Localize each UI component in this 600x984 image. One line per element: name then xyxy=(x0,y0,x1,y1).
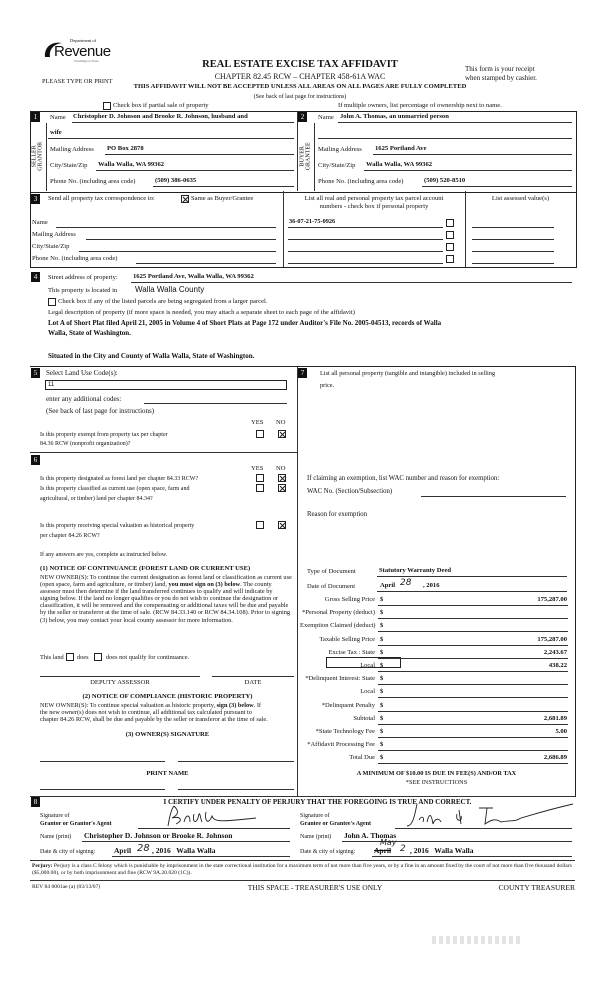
underline xyxy=(318,138,572,139)
phone-input-line[interactable] xyxy=(136,263,276,264)
tax-row-value[interactable]: 2,681.89 xyxy=(543,714,567,722)
doc-date-day[interactable]: 28 xyxy=(400,578,412,588)
grantor-signature xyxy=(160,804,260,830)
grantee-signature xyxy=(405,802,575,830)
date-label: DATE xyxy=(244,679,262,686)
section-number-3: 3 xyxy=(31,194,40,204)
date-line[interactable] xyxy=(212,676,294,677)
grantor-name-label: Name (print) xyxy=(40,834,72,840)
logo-dept: Department of xyxy=(70,38,97,43)
s5-no-header: NO xyxy=(276,419,286,426)
divider xyxy=(30,880,575,881)
does-label: does xyxy=(77,654,89,661)
tax-row-line xyxy=(378,605,568,606)
tax-row-label: Subtotal xyxy=(353,714,375,722)
exempt-question-2: 84.36 RCW (nonprofit organization)? xyxy=(40,441,131,447)
wac-input-line[interactable] xyxy=(421,496,566,497)
buyer-label: BUYER xyxy=(299,146,306,167)
doc-date-label: Date of Document xyxy=(307,583,356,590)
street-address[interactable]: 1625 Portland Ave, Walla Walla, WA 99362 xyxy=(133,273,254,280)
underline xyxy=(96,170,294,171)
current-use-question-2: agricultural, or timber) land per chapter 84.34? xyxy=(40,496,153,502)
underline xyxy=(82,841,290,842)
historic-no-checkbox[interactable] xyxy=(278,521,286,529)
forest-yes-checkbox[interactable] xyxy=(256,474,264,482)
notice-text: . If the new owner(s) does not wish to continue, all additional tax calculated pursuant to chapter 84.26 RCW, shall be due and payable by the seller or transferor at the time of sale. xyxy=(40,702,268,724)
exempt-yes-checkbox[interactable] xyxy=(256,430,264,438)
section-number-6: 6 xyxy=(31,455,40,465)
currency-sign: $ xyxy=(380,596,384,603)
seller-grantor-label xyxy=(32,138,45,174)
tax-row-line xyxy=(378,737,568,738)
underline xyxy=(364,170,572,171)
grantee-name-print[interactable]: John A. Thomas xyxy=(344,831,397,840)
historic-yes-checkbox[interactable] xyxy=(256,521,264,529)
print-name-line[interactable] xyxy=(40,789,165,790)
underline xyxy=(131,282,572,283)
tax-row-value[interactable]: 2,686.89 xyxy=(543,754,567,762)
underline xyxy=(72,122,294,123)
grantee-name-label: Name (print) xyxy=(300,834,332,840)
parcel-header-2: numbers - check box if personal property xyxy=(319,203,429,210)
tax-row-line xyxy=(378,724,568,725)
section-number-8: 8 xyxy=(31,797,40,807)
currency-sign: $ xyxy=(380,635,384,643)
tax-row-line xyxy=(378,645,568,646)
seller-city[interactable]: Walla Walla, WA 99362 xyxy=(98,161,165,168)
located-label: This property is located in xyxy=(48,287,118,294)
parcel-input-line[interactable] xyxy=(288,227,443,228)
notice-text: NEW OWNER(S): To continue special valuation as historic property, xyxy=(40,702,217,709)
seller-name-line-2[interactable]: wife xyxy=(50,129,62,136)
grantee-date-month[interactable]: April xyxy=(374,846,392,855)
notice-text: . The county assessor must then determine if the land transferred continues to qualify and will indicate by signing below. If the land no longer qualifies or you do not wish to continue the designation or classification, it will be removed and the compensating or additional taxes will be due and payable by the seller or transferor at the time of sale. (RCW 84.33.140 or RCW 84.34.108). Prior to signing (3) below, you may contact your local county assessor for more information. xyxy=(40,581,291,624)
doc-type-label: Type of Document xyxy=(307,568,356,575)
county-treasurer-label: COUNTY TREASURER xyxy=(498,883,575,892)
grantor-agent-label: Grantor or Grantor's Agent xyxy=(40,821,112,827)
seller-mailing-label: Mailing Address xyxy=(50,146,94,153)
forest-question: Is this property designated as forest land per chapter 84.33 RCW? xyxy=(40,476,199,482)
notice-bold-text: you must sign on (3) below xyxy=(168,581,241,589)
if-yes-note: If any answers are yes, complete as instructed below. xyxy=(40,552,168,558)
print-name-line[interactable] xyxy=(178,789,294,790)
tax-row-label: Local xyxy=(360,688,375,696)
grantor-date-rest[interactable]: , 2016 Walla Walla xyxy=(152,846,216,855)
buyer-phone[interactable]: (509) 520-8510 xyxy=(424,177,466,184)
same-as-buyer-label: Same as Buyer/Grantee xyxy=(191,195,254,202)
assessed-header: List assessed value(s) xyxy=(491,195,550,202)
s5-see-back: (See back of last page for instructions) xyxy=(46,407,155,415)
divider xyxy=(30,796,575,797)
grantee-date-month-handwritten[interactable]: May xyxy=(380,838,397,847)
seller-phone[interactable]: (509) 386-0635 xyxy=(155,177,197,184)
land-use-code-input[interactable] xyxy=(45,380,287,390)
parcel-input-line[interactable] xyxy=(288,251,443,252)
grantee-sig-of: Signature of xyxy=(300,813,330,819)
buyer-phone-label: Phone No. (including area code) xyxy=(318,178,404,185)
buyer-name[interactable]: John A. Thomas, an unmarried person xyxy=(340,113,449,120)
grantee-date-day[interactable]: 2 xyxy=(400,844,406,854)
deputy-assessor-label: DEPUTY ASSESSOR xyxy=(90,679,150,686)
assessed-value-input-line[interactable] xyxy=(472,227,554,228)
exempt-no-checkbox[interactable] xyxy=(278,430,286,438)
currency-sign: $ xyxy=(380,648,384,656)
tax-row-line xyxy=(378,631,568,632)
grantor-sig-of: Signature of xyxy=(40,813,70,819)
additional-codes-label: enter any additional codes: xyxy=(46,395,122,403)
tax-row-value[interactable]: 175,287.00 xyxy=(537,635,567,643)
forest-no-checkbox[interactable] xyxy=(278,474,286,482)
exempt-question-1: Is this property exempt from property tax per chapter xyxy=(40,432,168,438)
currency-sign: $ xyxy=(380,714,384,722)
personal-property-checkbox[interactable] xyxy=(446,255,454,263)
currency-sign: $ xyxy=(380,728,384,735)
underline xyxy=(112,856,290,857)
buyer-name-label: Name xyxy=(318,114,334,121)
tax-row-line xyxy=(378,684,568,685)
tax-row-line xyxy=(378,697,568,698)
grantor-date-day[interactable]: 28 xyxy=(137,843,150,854)
divider xyxy=(46,123,47,191)
buyer-grantee-label xyxy=(300,138,313,174)
grantor-label: GRANTOR xyxy=(38,141,44,171)
tax-row-label: *Personal Property (deduct) xyxy=(302,609,375,617)
same-as-buyer-checkbox[interactable] xyxy=(181,195,189,203)
notice-bold-text: sign (3) below xyxy=(216,702,254,709)
underline xyxy=(105,154,294,155)
underline xyxy=(373,154,572,155)
tax-row-label: *Affidavit Processing Fee xyxy=(307,741,375,749)
notice-compliance-text xyxy=(40,702,270,723)
parcel-number[interactable]: 36-07-21-75-0926 xyxy=(289,218,336,225)
seller-label: SELLER xyxy=(31,145,38,168)
mailing-input-line[interactable] xyxy=(86,239,276,240)
divider xyxy=(297,111,298,191)
assessed-value-input-line[interactable] xyxy=(472,239,554,240)
underline xyxy=(48,138,294,139)
multiple-owners-note: If multiple owners, list percentage of ownership next to name. xyxy=(338,102,502,109)
divider xyxy=(297,366,298,796)
tax-row-line xyxy=(378,671,568,672)
situated-text[interactable]: Situated in the City and County of Walla Walla, State of Washington. xyxy=(48,352,255,360)
additional-codes-input[interactable] xyxy=(144,403,287,404)
currency-sign: $ xyxy=(380,662,384,669)
exemption-label: If claiming an exemption, list WAC number and reason for exemption: xyxy=(307,475,500,482)
tax-row-label: Gross Selling Price xyxy=(324,596,375,603)
grantor-name-print[interactable]: Christopher D. Johnson or Brooke R. Johnson xyxy=(84,831,233,840)
grantor-date-label: Date & city of signing: xyxy=(40,849,96,855)
s3-mailing-label: Mailing Address xyxy=(32,231,76,238)
current-use-question-1: Is this property classified as current use (open space, farm and xyxy=(40,486,190,492)
buyer-mailing-label: Mailing Address xyxy=(318,146,362,153)
tax-row-line xyxy=(378,618,568,619)
form-id: REV 84 0001ae (a) (03/13/07) xyxy=(32,884,101,890)
seller-name[interactable]: Christopher D. Johnson and Brooke R. Johnson, husband and xyxy=(73,113,248,120)
buyer-city-label: City/State/Zip xyxy=(318,162,356,169)
owner-signature-line[interactable] xyxy=(178,761,294,762)
partial-sale-label: Check box if partial sale of property xyxy=(113,102,209,109)
tax-row-value[interactable]: 438.22 xyxy=(548,662,567,669)
form-warning: THIS AFFIDAVIT WILL NOT BE ACCEPTED UNLESS ALL AREAS ON ALL PAGES ARE FULLY COMPLETED xyxy=(133,83,467,90)
divider xyxy=(30,452,297,453)
tax-row-line xyxy=(378,711,568,712)
doc-date-month[interactable]: April xyxy=(380,582,396,589)
currency-sign: $ xyxy=(380,754,384,762)
legal-description-line-2[interactable]: Walla, State of Washington. xyxy=(48,329,131,337)
legal-description-label: Legal description of property (if more space is needed, you may attach a separate sheet to each page of the affidavit) xyxy=(48,309,355,316)
seller-city-label: City/State/Zip xyxy=(50,162,88,169)
buyer-city[interactable]: Walla Walla, WA 99362 xyxy=(366,161,433,168)
certify-statement: I CERTIFY UNDER PENALTY OF PERJURY THAT THE FOREGOING IS TRUE AND CORRECT. xyxy=(163,798,472,806)
owner-signature-label: (3) OWNER(S) SIGNATURE xyxy=(125,731,210,738)
print-name-label: PRINT NAME xyxy=(146,770,189,777)
personal-property-label-2: price. xyxy=(320,382,335,389)
tax-row-line xyxy=(378,750,568,751)
personal-property-checkbox[interactable] xyxy=(446,243,454,251)
section-number-4: 4 xyxy=(31,272,40,282)
divider xyxy=(314,123,315,191)
tax-row-label: *State Technology Fee xyxy=(315,728,375,735)
reason-label: Reason for exemption xyxy=(307,511,368,518)
notice-compliance-title: (2) NOTICE OF COMPLIANCE (HISTORIC PROPERTY) xyxy=(82,693,253,700)
underline xyxy=(422,186,572,187)
faint-stamp xyxy=(432,936,522,944)
street-address-label: Street address of property: xyxy=(48,274,118,281)
receipt-line-2: when stamped by cashier. xyxy=(465,74,537,82)
currency-sign: $ xyxy=(380,622,384,630)
notice-continuance-title: (1) NOTICE OF CONTINUANCE (FOREST LAND OR CURRENT USE) xyxy=(40,565,251,572)
underline xyxy=(153,186,294,187)
owner-signature-line[interactable] xyxy=(40,761,165,762)
does-not-qualify-checkbox[interactable] xyxy=(94,653,102,661)
grantee-agent-label: Grantee or Grantee's Agent xyxy=(300,821,372,827)
tax-row-label: Taxable Selling Price xyxy=(319,635,375,643)
notice-text: NEW OWNER(S): To continue the current designation as forest land or classification as current use (open space, farm and agriculture, or timber) land, xyxy=(40,574,292,589)
segregated-checkbox[interactable] xyxy=(48,298,56,306)
does-not-label: does not qualify for continuance. xyxy=(106,654,190,661)
deputy-assessor-line[interactable] xyxy=(40,676,200,677)
grantee-date-rest[interactable]: , 2016 Walla Walla xyxy=(410,846,474,855)
s5-yes-header: YES xyxy=(251,419,264,426)
historic-question-1: Is this property receiving special valuation as historical property xyxy=(40,523,195,529)
seller-phone-label: Phone No. (including area code) xyxy=(50,178,136,185)
segregated-label: Check box if any of the listed parcels are being segregated from a larger parcel. xyxy=(58,298,268,305)
receipt-line-1: This form is your receipt xyxy=(465,65,535,73)
currency-sign: $ xyxy=(380,701,384,709)
currency-sign: $ xyxy=(380,741,384,749)
personal-property-checkbox[interactable] xyxy=(446,219,454,227)
land-use-label: Select Land Use Code(s): xyxy=(46,369,118,377)
see-back: (See back of last page for instructions) xyxy=(253,94,347,100)
minimum-due-note: A MINIMUM OF $10.00 IS DUE IN FEE(S) AND/OR TAX xyxy=(356,770,517,777)
section-number-7: 7 xyxy=(298,368,307,378)
s3-city-label: City/State/Zip xyxy=(32,243,70,250)
partial-sale-checkbox[interactable] xyxy=(103,102,111,110)
doc-date-year[interactable]: , 2016 xyxy=(423,582,440,589)
underline xyxy=(372,856,572,857)
seller-name-label: Name xyxy=(50,114,66,121)
underline xyxy=(377,576,567,577)
underline xyxy=(377,591,567,592)
logo-name: Revenue xyxy=(54,43,111,60)
perjury-text: Perjury is a class C felony which is punishable by imprisonment in the state correctional institution for a maximum term of not more than five years, or by a fine in an amount fixed by the court of not more than five thousand dollars ($5,000.00), or by both imprisonment and fine (RCW 9A.20.020 (1C)). xyxy=(32,863,572,876)
county-value[interactable]: Walla Walla County xyxy=(135,285,205,294)
perjury-bold: Perjury: xyxy=(32,863,53,869)
see-instructions: *SEE INSTRUCTIONS xyxy=(405,779,468,786)
assessed-value-input-line[interactable] xyxy=(472,251,554,252)
section-number-5: 5 xyxy=(31,368,40,378)
this-land-label: This land xyxy=(40,654,64,661)
wac-label: WAC No. (Section/Subsection) xyxy=(307,488,393,495)
treasurer-use-label: THIS SPACE - TREASURER'S USE ONLY xyxy=(247,883,383,892)
currency-sign: $ xyxy=(380,675,384,683)
perjury-notice xyxy=(32,863,577,877)
s3-phone-label: Phone No. (including area code) xyxy=(32,255,118,262)
tax-row-line xyxy=(378,763,568,764)
seller-mailing[interactable]: PO Box 2878 xyxy=(107,145,144,152)
assessed-value-input-line[interactable] xyxy=(472,263,554,264)
personal-property-label-1: List all personal property (tangible and intangible) included in selling xyxy=(320,370,496,377)
form-title: REAL ESTATE EXCISE TAX AFFIDAVIT xyxy=(202,59,398,70)
currency-sign: $ xyxy=(380,609,384,617)
currency-sign: $ xyxy=(380,688,384,696)
underline xyxy=(338,122,572,123)
s6-no-header: NO xyxy=(276,465,286,472)
section-number-2: 2 xyxy=(298,112,307,122)
s6-yes-header: YES xyxy=(251,465,264,472)
form-chapter: CHAPTER 82.45 RCW – CHAPTER 458-61A WAC xyxy=(214,72,386,81)
section-number-1: 1 xyxy=(31,112,40,122)
does-qualify-checkbox[interactable] xyxy=(66,653,74,661)
divider xyxy=(30,860,575,861)
tax-row-value[interactable]: 2,243.67 xyxy=(543,648,567,656)
revenue-logo xyxy=(42,37,122,67)
please-type: PLEASE TYPE OR PRINT xyxy=(42,78,113,85)
grantee-label: GRANTEE xyxy=(306,142,312,171)
tax-row-value[interactable]: 175,287.00 xyxy=(537,596,567,603)
grantor-date-month[interactable]: April xyxy=(114,846,132,855)
parcel-input-line[interactable] xyxy=(288,239,443,240)
tax-row-label: Local xyxy=(360,662,375,669)
send-correspondence-label: Send all property tax correspondence to: xyxy=(48,195,155,202)
parcel-header-1: List all real and personal property tax parcel account xyxy=(304,195,444,202)
historic-question-2: per chapter 84.26 RCW? xyxy=(40,533,100,539)
land-use-code-value: 11 xyxy=(48,382,55,388)
current-use-yes-checkbox[interactable] xyxy=(256,484,264,492)
notice-continuance-text xyxy=(40,574,292,624)
tax-row-label: Exemption Claimed (deduct) xyxy=(300,622,376,630)
underline xyxy=(342,841,572,842)
grantee-date-label: Date & city of signing: xyxy=(300,849,356,855)
city-input-line[interactable] xyxy=(79,251,276,252)
personal-property-checkbox[interactable] xyxy=(446,231,454,239)
logo-state: Washington State xyxy=(74,59,99,63)
s3-name-label: Name xyxy=(32,219,48,226)
tax-row-value[interactable]: 5.00 xyxy=(555,728,567,735)
tax-row-label: *Delinquent Interest: State xyxy=(305,675,375,683)
parcel-input-line[interactable] xyxy=(288,263,443,264)
name-input-line[interactable] xyxy=(56,227,276,228)
tax-row-label: Total Due xyxy=(349,754,375,762)
tax-row-line xyxy=(378,658,568,659)
tax-row-label: *Delinquent Penalty xyxy=(321,701,375,709)
legal-description-line-1[interactable]: Lot A of Short Plat filed April 21, 2005 in Volume 4 of Short Plats at Page 172 under Auditor's File No. 2005-04513, records of Walla xyxy=(48,319,442,327)
doc-type[interactable]: Statutory Warranty Deed xyxy=(379,567,452,574)
current-use-no-checkbox[interactable] xyxy=(278,484,286,492)
tax-row-label: Excise Tax : State xyxy=(328,648,375,656)
buyer-mailing[interactable]: 1625 Portland Ave xyxy=(375,145,427,152)
